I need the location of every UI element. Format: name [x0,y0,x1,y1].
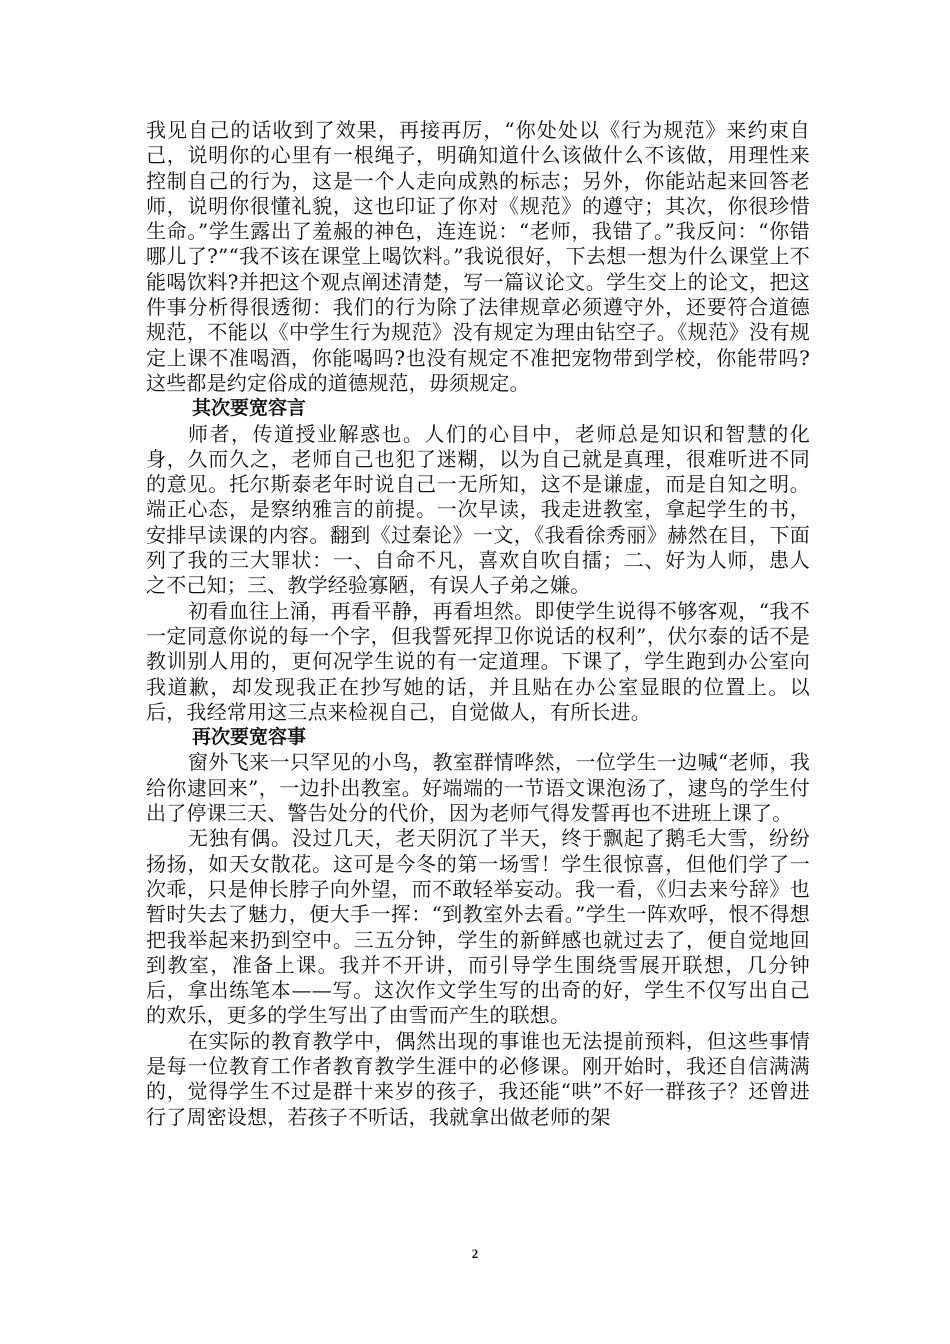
section-heading-tolerate-words: 其次要宽容言 [192,397,307,420]
document-body [146,118,810,1130]
page-number: 2 [471,1246,479,1261]
section-heading-tolerate-events: 再次要宽容事 [192,726,307,749]
paragraph-snow: 无独有偶。没过几天，老天阴沉了半天，终于飘起了鹅毛大雪，纷纷扬扬，如天女散花。这可是今冬的第一场雪！学生很惊喜，但他们学了一次乖，只是伸长脖子向外望，而不敢轻举妄动。我一看，《归去来兮辞》也暂时失去了魅力，便大手一挥：“到教室外去看。”学生一阵欢呼，恨不得想把我举起来扔到空中。三五分钟，学生的新鲜感也就过去了，便自觉地回到教室，准备上课。我并不开讲，而引导学生围绕雪展开联想，几分钟后，拿出练笔本——写。这次作文学生写的出奇的好，学生不仅写出自己的欢乐，更多的学生写出了由雪而产生的联想。 [146,826,810,1028]
paragraph-practice: 在实际的教育教学中，偶然出现的事谁也无法提前预料，但这些事情是每一位教育工作者教育教学生涯中的必修课。刚开始时，我还自信满满的，觉得学生不过是群十来岁的孩子，我还能“哄”不好一群孩子？还曾进行了周密设想，若孩子不听话，我就拿出做老师的架 [146,1028,810,1129]
paragraph-teacher-wisdom: 师者，传道授业解惑也。人们的心目中，老师总是知识和智慧的化身，久而久之，老师自己也犯了迷糊，以为自己就是真理，很难听进不同的意见。托尔斯泰老年时说自己一无所知，这不是谦虚，而是自知之明。端正心态，是察纳雅言的前提。一次早读，我走进教室，拿起学生的书，安排早读课的内容。翻到《过秦论》一文，《我看徐秀丽》赫然在目，下面列了我的三大罪状：一、自命不凡，喜欢自吹自擂；二、好为人师，患人之不己知；三、教学经验寡陋，有误人子弟之嫌。 [146,421,810,598]
paragraph-voltaire: 初看血往上涌，再看平静，再看坦然。即使学生说得不够客观，“我不一定同意你说的每一个字，但我誓死捍卫你说话的权利”，伏尔泰的话不是教训别人用的，更何况学生说的有一定道理。下课了，学生跑到办公室向我道歉，却发现我正在抄写她的话，并且贴在办公室显眼的位置上。以后，我经常用这三点来检视自己，自觉做人，有所长进。 [146,598,810,724]
paragraph-bird: 窗外飞来一只罕见的小鸟，教室群情哗然，一位学生一边喊“老师，我给你逮回来”，一边扑出教室。好端端的一节语文课泡汤了，逮鸟的学生付出了停课三天、警告处分的代价，因为老师气得发誓再也不进班上课了。 [146,750,810,826]
paragraph-rules: 我见自己的话收到了效果，再接再厉，“你处处以《行为规范》来约束自己，说明你的心里有一根绳子，明确知道什么该做什么不该做，用理性来控制自己的行为，这是一个人走向成熟的标志；另外，你能站起来回答老师，说明你很懂礼貌，这也印证了你对《规范》的遵守；其次，你很珍惜生命。”学生露出了羞赧的神色，连连说：“老师，我错了。”我反问：“你错哪儿了?”“我不该在课堂上喝饮料。”我说很好，下去想一想为什么课堂上不能喝饮料?并把这个观点阐述清楚，写一篇议论文。学生交上的论文，把这件事分析得很透彻：我们的行为除了法律规章必须遵守外，还要符合道德规范，不能以《中学生行为规范》没有规定为理由钻空子。《规范》没有规定上课不准喝酒，你能喝吗?也没有规定不准把宠物带到学校，你能带吗?这些都是约定俗成的道德规范，毋须规定。 [146,118,810,395]
